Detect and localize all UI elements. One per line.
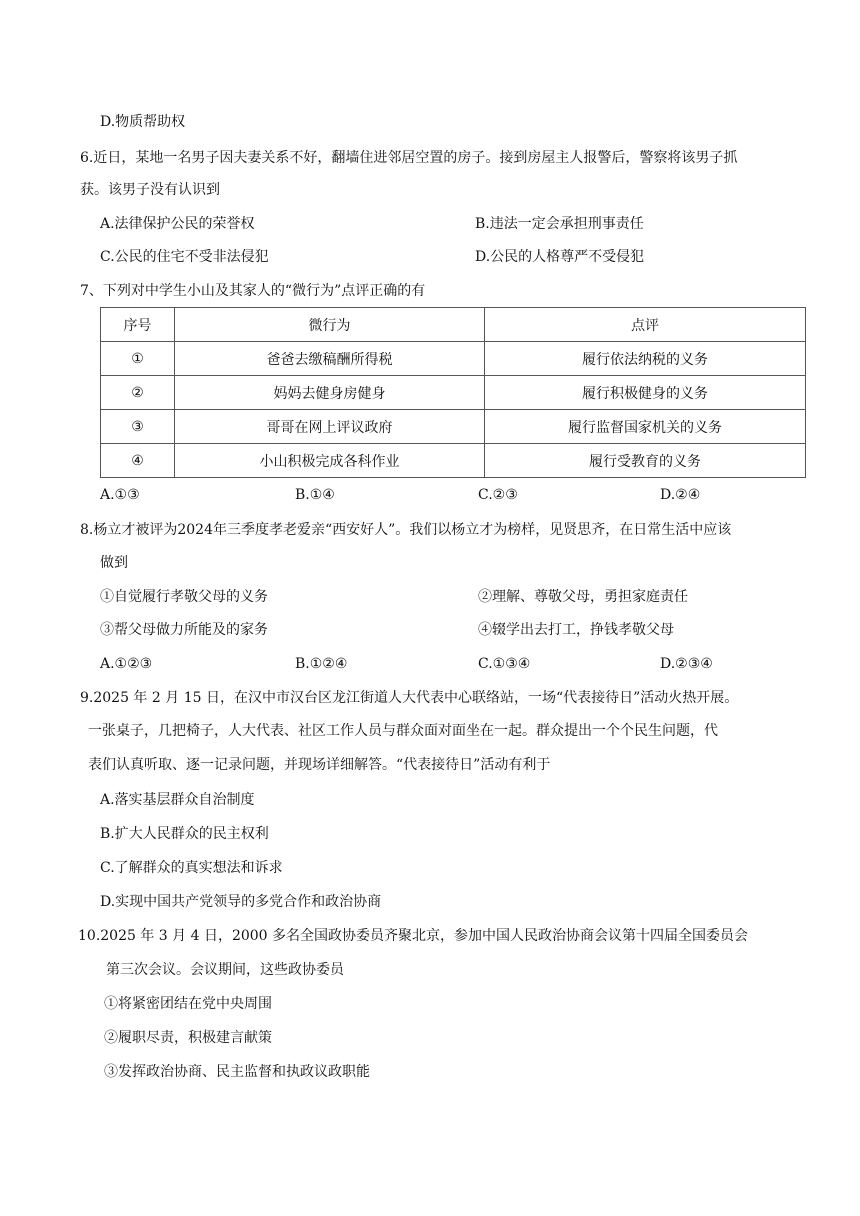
q8-statement-2: ②理解、尊敬父母，勇担家庭责任 xyxy=(478,589,688,605)
table-cell: ③ xyxy=(101,410,175,444)
q9-stem-line-3: 表们认真听取、逐一记录问题，并现场详细解答。“代表接待日”活动有利于 xyxy=(88,757,551,773)
table-cell: 妈妈去健身房健身 xyxy=(175,376,485,410)
q8-stem-line-2: 做到 xyxy=(100,555,128,571)
q6-stem-line-2: 获。该男子没有认识到 xyxy=(80,182,220,198)
table-cell: 哥哥在网上评议政府 xyxy=(175,410,485,444)
table-row xyxy=(101,410,806,444)
q10-statement-3: ③发挥政治协商、民主监督和执政议政职能 xyxy=(104,1064,370,1080)
table-cell: 履行依法纳税的义务 xyxy=(485,342,806,376)
q6-option-d: D.公民的人格尊严不受侵犯 xyxy=(475,249,645,265)
q8-statement-1: ①自觉履行孝敬父母的义务 xyxy=(100,589,268,605)
table-cell: ② xyxy=(101,376,175,410)
table-row xyxy=(101,342,806,376)
q9-option-d: D.实现中国共产党领导的多党合作和政治协商 xyxy=(100,894,382,910)
table-header-cell: 序号 xyxy=(101,308,175,342)
q6-option-a: A.法律保护公民的荣誉权 xyxy=(100,216,255,232)
table-cell: 小山积极完成各科作业 xyxy=(175,444,485,478)
q6-stem-line-1: 6.近日，某地一名男子因夫妻关系不好，翻墙住进邻居空置的房子。接到房屋主人报警后，警察将该男子抓 xyxy=(80,150,738,166)
q8-statement-4: ④辍学出去打工，挣钱孝敬父母 xyxy=(478,622,674,638)
q10-stem-line-1: 10.2025 年 3 月 4 日，2000 多名全国政协委员齐聚北京，参加中国人民政治协商会议第十四届全国委员会 xyxy=(78,928,749,944)
q7-option-b: B.①④ xyxy=(295,487,335,503)
q9-option-b: B.扩大人民群众的民主权利 xyxy=(100,826,269,842)
table-cell: 爸爸去缴稿酬所得税 xyxy=(175,342,485,376)
q10-statement-1: ①将紧密团结在党中央周围 xyxy=(104,996,272,1012)
q8-option-b: B.①②④ xyxy=(295,656,348,672)
q8-statement-3: ③帮父母做力所能及的家务 xyxy=(100,622,268,638)
table-header-cell: 点评 xyxy=(485,308,806,342)
q7-option-a: A.①③ xyxy=(100,487,140,503)
table-cell: 履行积极健身的义务 xyxy=(485,376,806,410)
q7-option-d: D.②④ xyxy=(660,487,701,503)
q8-stem-line-1: 8.杨立才被评为2024年三季度孝老爱亲“西安好人”。我们以杨立才为榜样，见贤思齐，在日常生活中应该 xyxy=(80,522,732,538)
q6-option-b: B.违法一定会承担刑事责任 xyxy=(475,216,644,232)
q10-stem-line-2: 第三次会议。会议期间，这些政协委员 xyxy=(106,962,344,978)
q8-option-a: A.①②③ xyxy=(100,656,153,672)
table-header-row xyxy=(101,308,806,342)
q9-option-a: A.落实基层群众自治制度 xyxy=(100,792,255,808)
q7-table xyxy=(100,307,806,478)
table-cell: ④ xyxy=(101,444,175,478)
table-cell: 履行受教育的义务 xyxy=(485,444,806,478)
table-cell: 履行监督国家机关的义务 xyxy=(485,410,806,444)
q7-option-c: C.②③ xyxy=(478,487,518,503)
table-row xyxy=(101,376,806,410)
q5-option-d: D.物质帮助权 xyxy=(100,114,186,130)
q8-option-c: C.①③④ xyxy=(478,656,531,672)
table-header-cell: 微行为 xyxy=(175,308,485,342)
q10-statement-2: ②履职尽责，积极建言献策 xyxy=(104,1030,272,1046)
q9-stem-line-2: 一张桌子，几把椅子，人大代表、社区工作人员与群众面对面坐在一起。群众提出一个个民生问题，代 xyxy=(88,723,718,739)
q8-option-d: D.②③④ xyxy=(660,656,713,672)
q9-stem-line-1: 9.2025 年 2 月 15 日，在汉中市汉台区龙江街道人大代表中心联络站，一场“代表接待日”活动火热开展。 xyxy=(80,690,739,706)
q7-stem: 7、下列对中学生小山及其家人的“微行为”点评正确的有 xyxy=(80,283,426,299)
table-row xyxy=(101,444,806,478)
q9-option-c: C.了解群众的真实想法和诉求 xyxy=(100,860,283,876)
table-cell: ① xyxy=(101,342,175,376)
q6-option-c: C.公民的住宅不受非法侵犯 xyxy=(100,249,269,265)
